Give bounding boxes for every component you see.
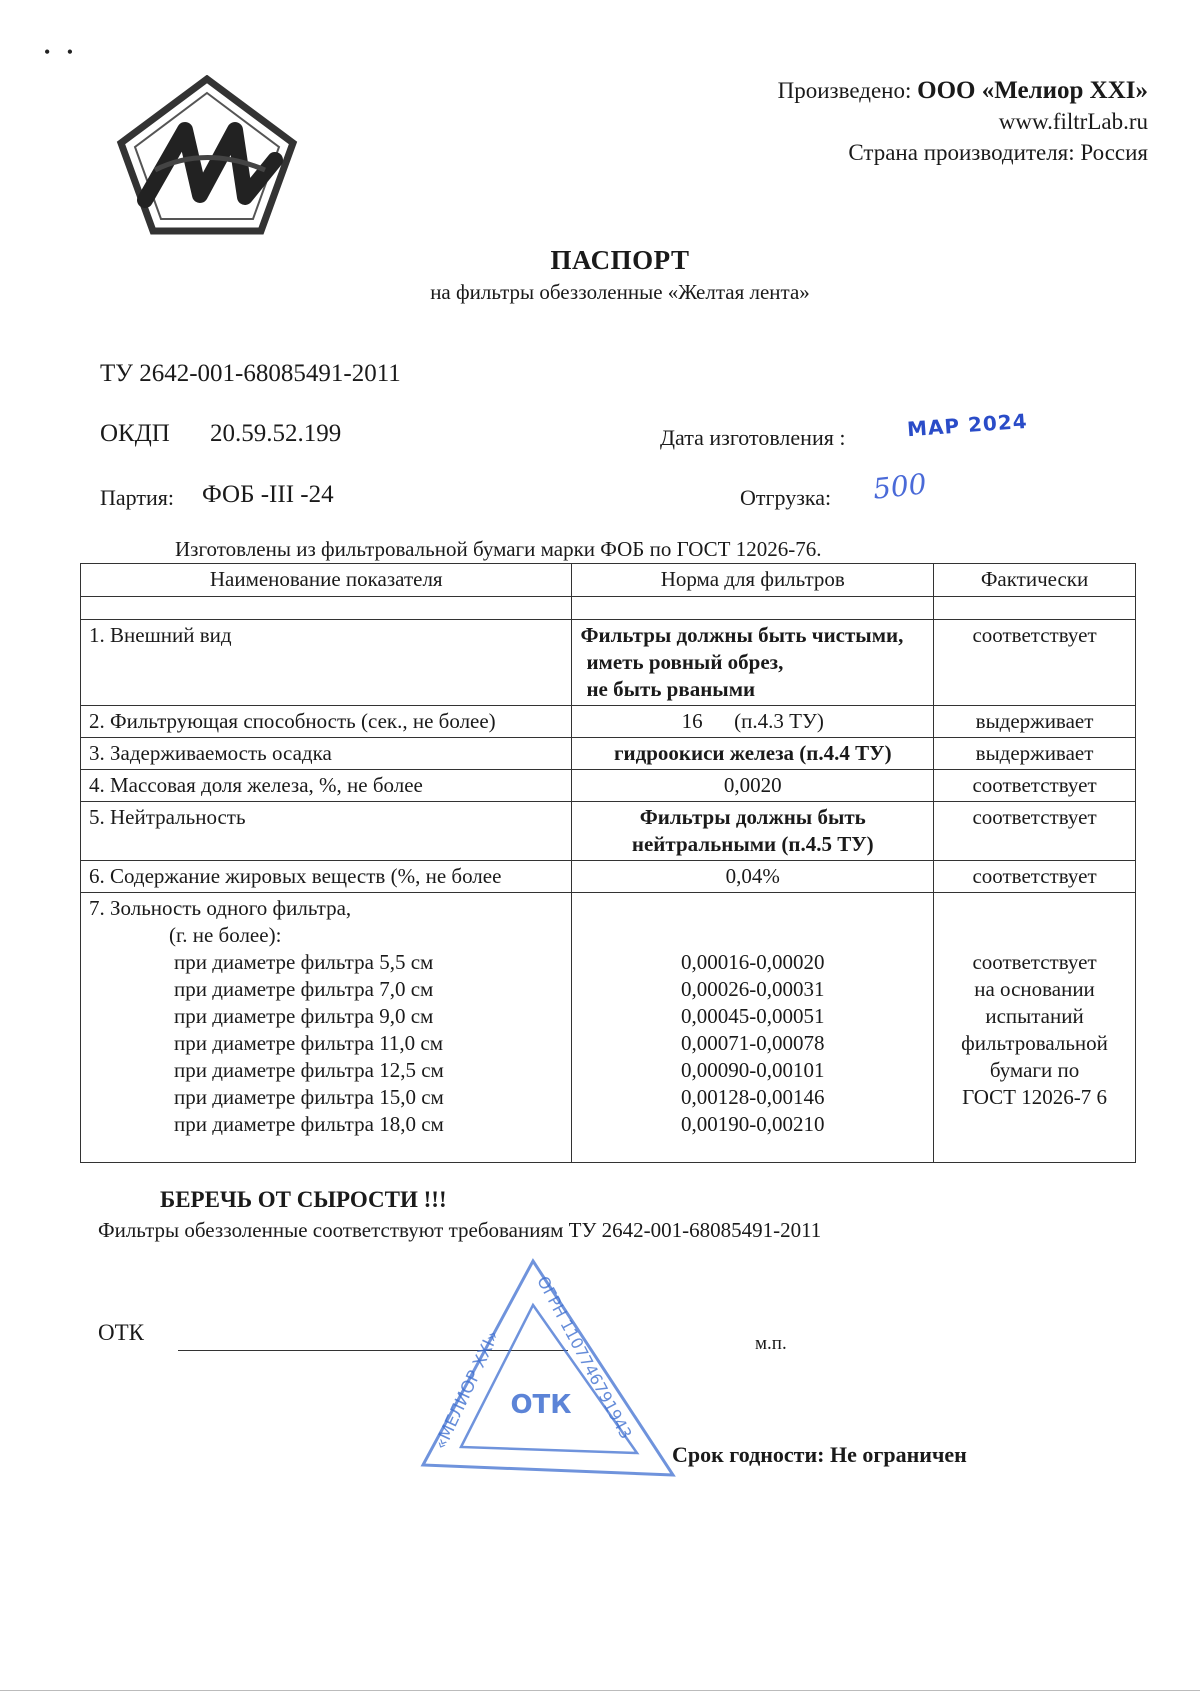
table-row <box>81 861 1136 893</box>
table-row <box>81 706 1136 738</box>
column-header-actual: Фактически <box>934 564 1136 597</box>
okdp-label: ОКДП <box>100 420 170 447</box>
row-norm: Фильтры должны быть чистыми, иметь ровный обрез, не быть рваными <box>572 620 934 706</box>
row-norm: 0,04% <box>572 861 934 893</box>
row-name: 6. Содержание жировых веществ (%, не более <box>81 861 572 893</box>
diameter-item: при диаметре фильтра 11,0 см <box>174 1031 444 1055</box>
stamp-right-text: ОГРН 1107746791943 <box>533 1272 636 1443</box>
table-spacer-row <box>81 597 1136 620</box>
column-header-norm: Норма для фильтров <box>572 564 934 597</box>
otk-label: ОТК <box>98 1320 144 1345</box>
ash-values <box>572 893 934 1163</box>
ash-value: 0,00016-0,00020 <box>681 950 825 974</box>
diameter-item: при диаметре фильтра 7,0 см <box>174 977 434 1001</box>
stamp-center-text: ОТК <box>510 1390 572 1420</box>
ash-value: 0,00128-0,00146 <box>681 1085 825 1109</box>
moisture-warning: БЕРЕЧЬ ОТ СЫРОСТИ !!! <box>160 1187 447 1212</box>
row-name: 5. Нейтральность <box>81 802 572 861</box>
row-name: 7. Зольность одного фильтра, (г. не более): при диаметре фильтра 5,5 см при диаметре фильтра 7,0 см при диаметре фильтра 9,0 см при диаметре фильтра 11,0 см при диаметре фильтра 12,5 см при диаметре фильтра 15,0 см при диаметре фильтра 18,0 см <box>81 893 572 1163</box>
scan-marks: • • <box>44 42 80 62</box>
ash-actual: соответствует на основании испытаний фильтровальной бумаги по ГОСТ 12026-7 6 <box>934 893 1136 1163</box>
stamp-left-text: «МЕЛИОР XXI» <box>430 1327 504 1453</box>
spec-table <box>80 563 1136 1163</box>
made-from-note: Изготовлены из фильтровальной бумаги марки ФОБ по ГОСТ 12026-76. <box>175 537 822 561</box>
row-norm: гидроокиси железа (п.4.4 ТУ) <box>572 738 934 770</box>
producer-name: ООО «Мелиор XXI» <box>917 77 1148 104</box>
conformity-statement: Фильтры обеззоленные соответствуют требованиям ТУ 2642-001-68085491-2011 <box>98 1218 822 1242</box>
diameter-list <box>89 949 563 1138</box>
ash-value: 0,00026-0,00031 <box>681 977 825 1001</box>
shelf-life: Срок годности: Не ограничен <box>672 1442 967 1467</box>
shipment-label: Отгрузка: <box>740 485 832 510</box>
row-actual: соответствует <box>934 620 1136 706</box>
table-row <box>81 620 1136 706</box>
ash-value: 0,00045-0,00051 <box>681 1004 825 1028</box>
row-name: 3. Задерживаемость осадка <box>81 738 572 770</box>
document-title: ПАСПОРТ <box>550 245 690 275</box>
row-actual: соответствует <box>934 770 1136 802</box>
seal-place-label: м.п. <box>755 1333 787 1354</box>
row-actual: выдерживает <box>934 738 1136 770</box>
row-name: 4. Массовая доля железа, %, не более <box>81 770 572 802</box>
row-norm: 0,0020 <box>572 770 934 802</box>
row-actual: соответствует <box>934 861 1136 893</box>
country: Страна производителя: Россия <box>848 140 1148 165</box>
ash-value: 0,00190-0,00210 <box>681 1112 825 1136</box>
table-row <box>81 802 1136 861</box>
diameter-item: при диаметре фильтра 15,0 см <box>174 1085 444 1109</box>
diameter-item: при диаметре фильтра 12,5 см <box>174 1058 444 1082</box>
manufacture-date-stamp: МАР 2024 <box>906 408 1029 442</box>
table-header-row <box>81 564 1136 597</box>
website: www.filtrLab.ru <box>998 109 1148 134</box>
row-actual: соответствует <box>934 802 1136 861</box>
row-norm: Фильтры должны быть нейтральными (п.4.5 ТУ) <box>572 802 934 861</box>
row-norm: 16 (п.4.3 ТУ) <box>572 706 934 738</box>
shipment-handwritten-value: 500 <box>871 467 929 506</box>
table-row <box>81 770 1136 802</box>
producer-line <box>778 75 1148 106</box>
manufacturer-block <box>778 75 1148 168</box>
company-logo-icon <box>115 75 300 235</box>
document-subtitle: на фильтры обеззоленные «Желтая лента» <box>430 280 810 304</box>
diameter-item: при диаметре фильтра 18,0 см <box>174 1112 444 1136</box>
column-header-name: Наименование показателя <box>81 564 572 597</box>
table-row-ash <box>81 893 1136 1163</box>
batch-value: ФОБ -III -24 <box>202 481 334 508</box>
manufacture-date-label: Дата изготовления : <box>660 425 846 450</box>
ash-value: 0,00090-0,00101 <box>681 1058 825 1082</box>
okdp-value: 20.59.52.199 <box>210 420 342 447</box>
diameter-item: при диаметре фильтра 9,0 см <box>174 1004 434 1028</box>
tu-number: ТУ 2642-001-68085491-2011 <box>100 360 401 387</box>
producer-label: Произведено: <box>777 78 912 103</box>
row-name: 1. Внешний вид <box>81 620 572 706</box>
diameter-item: при диаметре фильтра 5,5 см <box>174 950 434 974</box>
scan-edge <box>0 1690 1200 1691</box>
row-name: 2. Фильтрующая способность (сек., не более) <box>81 706 572 738</box>
ash-value: 0,00071-0,00078 <box>681 1031 825 1055</box>
table-row <box>81 738 1136 770</box>
batch-label: Партия: <box>100 485 174 510</box>
otk-stamp-icon <box>415 1253 685 1483</box>
row-actual: выдерживает <box>934 706 1136 738</box>
